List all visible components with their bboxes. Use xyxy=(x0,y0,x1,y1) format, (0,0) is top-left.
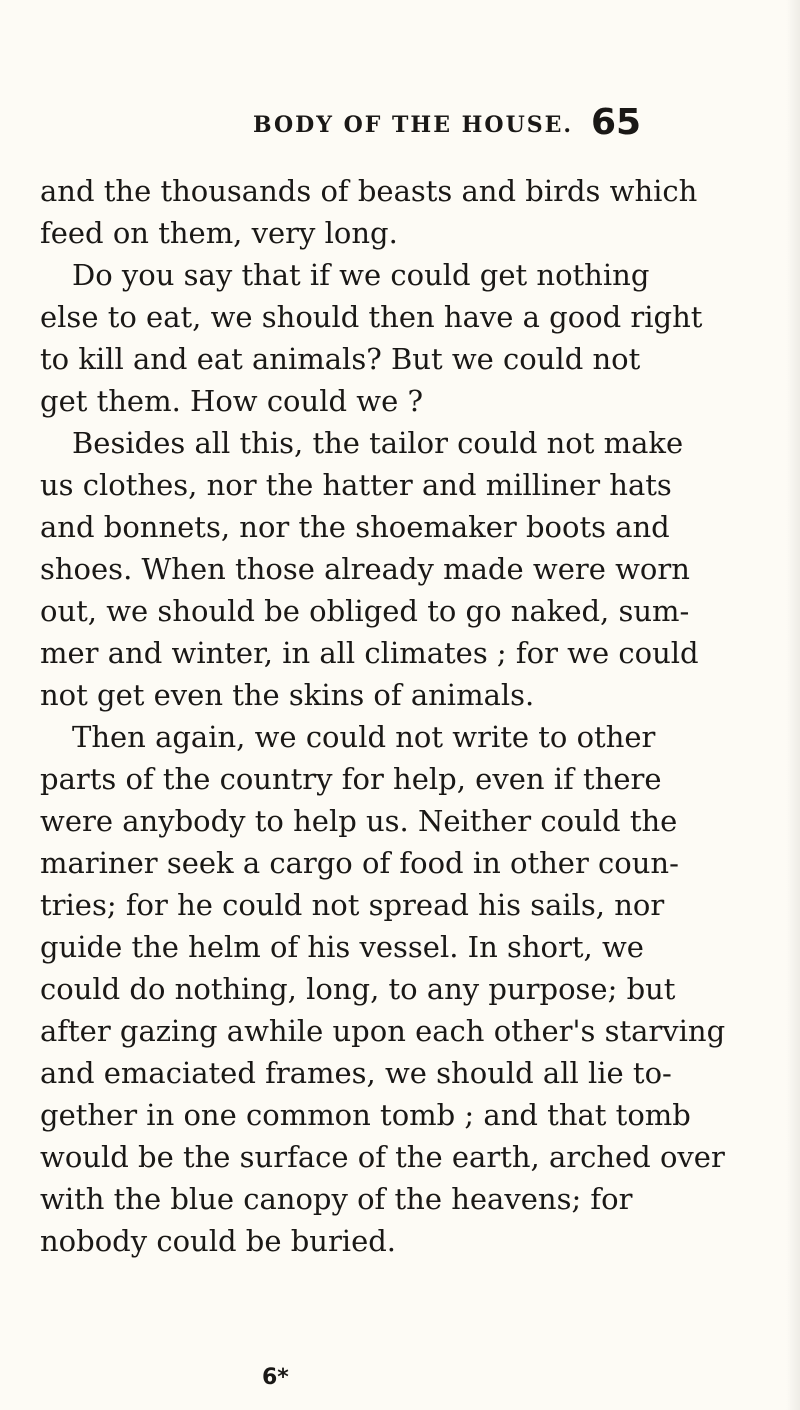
text-line: to kill and eat animals? But we could not xyxy=(40,342,641,376)
text-line: nobody could be buried. xyxy=(40,1224,397,1258)
text-line: mariner seek a cargo of food in other coun- xyxy=(40,846,679,880)
text-line: not get even the skins of animals. xyxy=(40,678,535,712)
page-number: 65 xyxy=(591,102,642,143)
text-line: gether in one common tomb ; and that tomb xyxy=(40,1098,691,1132)
text-line: us clothes, nor the hatter and milliner hats xyxy=(40,468,672,502)
text-line: with the blue canopy of the heavens; for xyxy=(40,1182,633,1216)
running-head: BODY OF THE HOUSE. xyxy=(253,112,574,138)
text-line: guide the helm of his vessel. In short, we xyxy=(40,930,644,964)
text-line: and emaciated frames, we should all lie to- xyxy=(40,1056,672,1090)
text-line: tries; for he could not spread his sails, nor xyxy=(40,888,665,922)
text-line: could do nothing, long, to any purpose; but xyxy=(40,972,676,1006)
text-line: out, we should be obliged to go naked, sum- xyxy=(40,594,690,628)
text-line: and the thousands of beasts and birds which xyxy=(40,174,698,208)
text-line: parts of the country for help, even if there xyxy=(40,762,662,796)
text-line: mer and winter, in all climates ; for we could xyxy=(40,636,699,670)
text-line: Then again, we could not write to other xyxy=(72,720,656,754)
text-line: feed on them, very long. xyxy=(40,216,398,250)
text-line: and bonnets, nor the shoemaker boots and xyxy=(40,510,670,544)
page-edge-shadow xyxy=(786,0,800,1410)
text-line: get them. How could we ? xyxy=(40,384,424,418)
text-line: else to eat, we should then have a good right xyxy=(40,300,703,334)
page-header xyxy=(0,102,800,148)
text-line: after gazing awhile upon each other's starving xyxy=(40,1014,726,1048)
text-line: Do you say that if we could get nothing xyxy=(72,258,650,292)
text-line: were anybody to help us. Neither could the xyxy=(40,804,678,838)
text-line: would be the surface of the earth, arched over xyxy=(40,1140,725,1174)
text-line: Besides all this, the tailor could not make xyxy=(72,426,684,460)
signature-mark: 6* xyxy=(262,1365,289,1390)
text-line: shoes. When those already made were worn xyxy=(40,552,690,586)
